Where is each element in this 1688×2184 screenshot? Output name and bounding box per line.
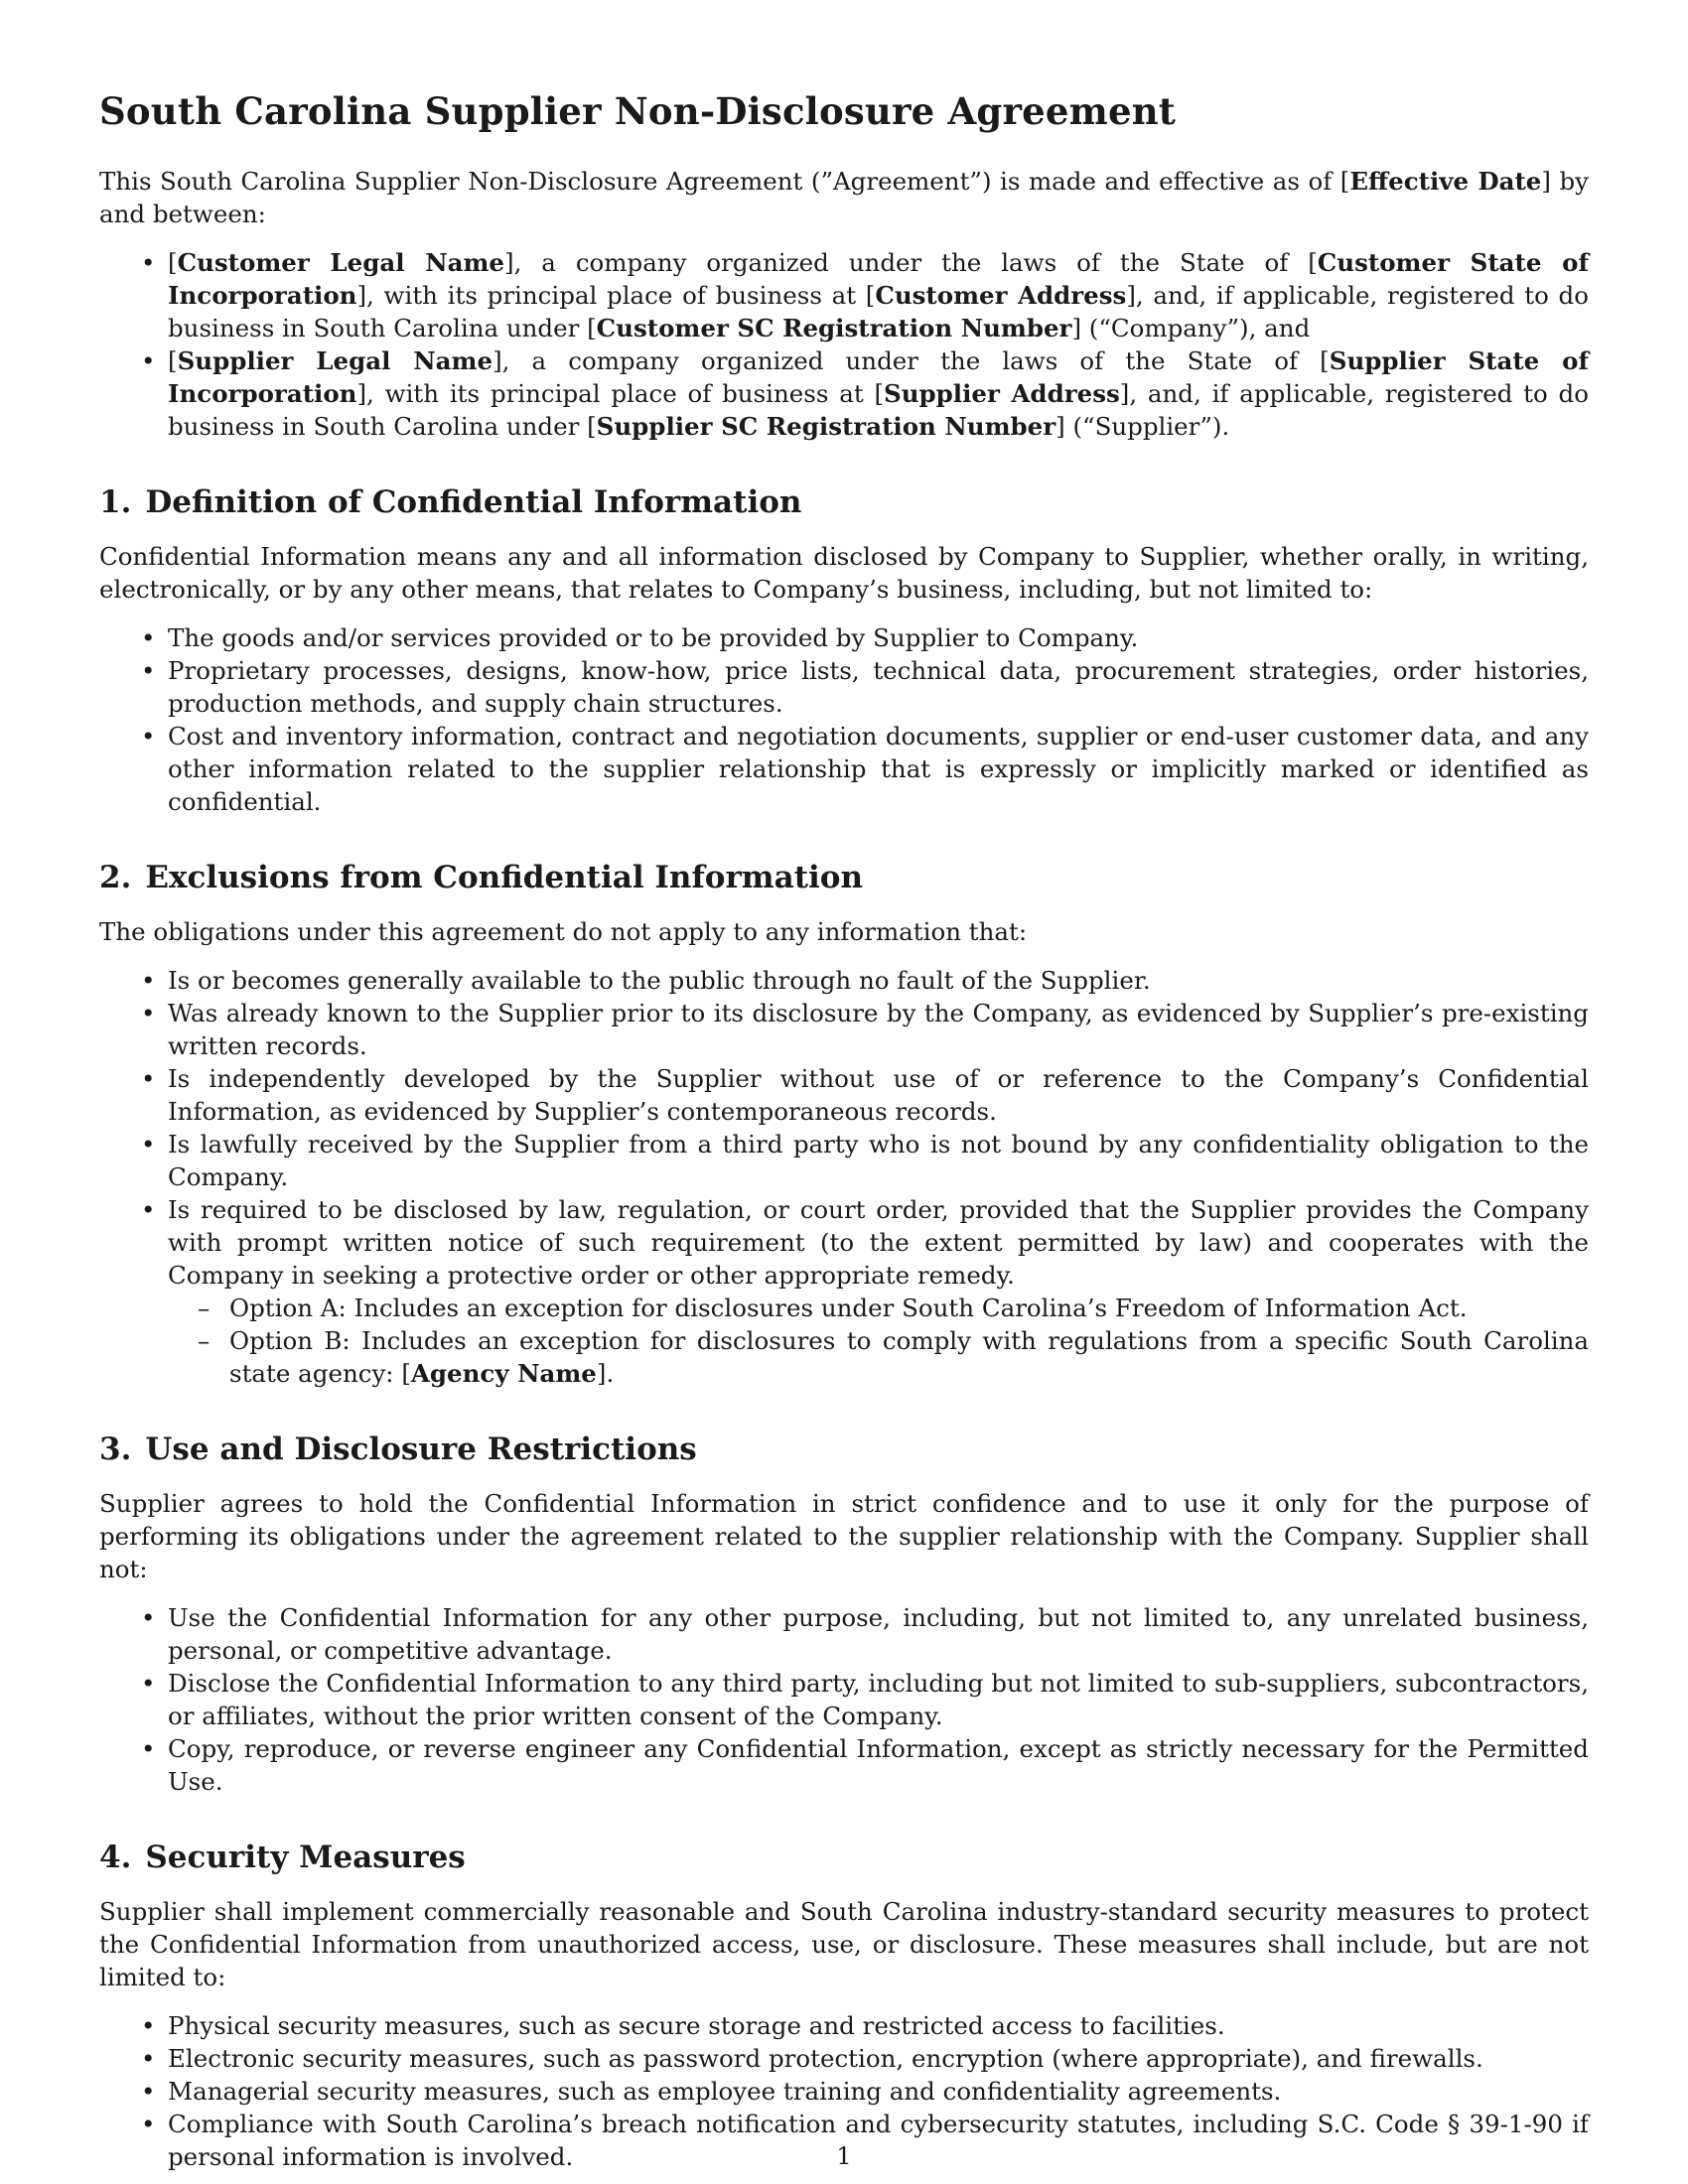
page-number: 1 [836, 2142, 852, 2170]
list-item: • Compliance with South Carolina’s breach notification and cybersecurity statutes, including S.C. Code § 39-1-90 if personal information is involved. [99, 2108, 1589, 2173]
party-supplier: • [Supplier Legal Name], a company organized under the laws of the State of [Supplier State of Incorporation], with its principal place of business at [Supplier Address], and, if applicable, registered to do business in South Carolina under [Supplier SC Registration Number] (“Supplier”). [99, 344, 1589, 443]
option-b: – Option B: Includes an exception for disclosures to comply with regulations from a specific South Carolina state agency: [Agency Name]. [168, 1324, 1589, 1390]
party-customer: • [Customer Legal Name], a company organized under the laws of the State of [Customer State of Incorporation], with its principal place of business at [Customer Address], and, if applicable, registered to do business in South Carolina under [Customer SC Registration Number] (“Company”), and [99, 246, 1589, 344]
list-item: • Was already known to the Supplier prior to its disclosure by the Company, as evidenced by Supplier’s pre-existing written records. [99, 997, 1589, 1062]
section-heading: 4. Security Measures [99, 1840, 466, 1875]
list-item: • Is lawfully received by the Supplier from a third party who is not bound by any confidentiality obligation to the Company. [99, 1128, 1589, 1193]
section-heading: 3. Use and Disclosure Restrictions [99, 1432, 697, 1467]
section-heading: 2. Exclusions from Confidential Information [99, 860, 864, 895]
list-item: • Proprietary processes, designs, know-how, price lists, technical data, procurement strategies, order histories, production methods, and supply chain structures. [99, 654, 1589, 720]
list-item: • Copy, reproduce, or reverse engineer any Confidential Information, except as strictly necessary for the Permitted Use. [99, 1732, 1589, 1798]
document-title: South Carolina Supplier Non-Disclosure Agreement [99, 89, 1177, 133]
section-list [99, 621, 1589, 818]
document-page [99, 89, 1589, 2173]
option-list [168, 1292, 1589, 1390]
intro-paragraph: This South Carolina Supplier Non-Disclosure Agreement (”Agreement”) is made and effective as of [Effective Date] by and between: [99, 167, 1589, 228]
list-item: • The goods and/or services provided or to be provided by Supplier to Company. [99, 621, 1589, 654]
list-item: • Is required to be disclosed by law, regulation, or court order, provided that the Supplier provides the Company with prompt written notice of such requirement (to the extent permitted by law) and cooperates with the Company in seeking a protective order or other appropriate remedy. – Option A: Includes an exception for disclosures under South Carolina’s Freedom of Information Act. – Option B: Includes an exception for disclosures to comply with regulations from a specific South Carolina state agency: [Agency Name]. [99, 1193, 1589, 1390]
agency-name-placeholder: Agency Name [410, 1359, 597, 1388]
section-body: Supplier agrees to hold the Confidential Information in strict confidence and to use it only for the purpose of performing its obligations under the agreement related to the supplier relationship with the Company. Supplier shall not: [99, 1489, 1589, 1583]
section-body: The obligations under this agreement do not apply to any information that: [99, 917, 1028, 946]
list-item: • Cost and inventory information, contract and negotiation documents, supplier or end-user customer data, and any other information related to the supplier relationship that is expressly or implicitly marked or identified as confidential. [99, 720, 1589, 818]
section-list [99, 1601, 1589, 1798]
section-body: Supplier shall implement commercially reasonable and South Carolina industry-standard security measures to protect the Confidential Information from unauthorized access, use, or disclosure. These measures shall include, but are not limited to: [99, 1897, 1589, 1991]
section-body: Confidential Information means any and all information disclosed by Company to Supplier, whether orally, in writing, electronically, or by any other means, that relates to Company’s business, including, but not limited to: [99, 542, 1589, 604]
list-item: • Use the Confidential Information for any other purpose, including, but not limited to, any unrelated business, personal, or competitive advantage. [99, 1601, 1589, 1667]
section-list [99, 964, 1589, 1390]
list-item: • Managerial security measures, such as employee training and confidentiality agreements. [99, 2075, 1589, 2108]
section-heading: 1. Definition of Confidential Information [99, 484, 802, 520]
list-item: • Is or becomes generally available to the public through no fault of the Supplier. [99, 964, 1589, 997]
list-item: • Electronic security measures, such as password protection, encryption (where appropriate), and firewalls. [99, 2042, 1589, 2075]
effective-date-placeholder: Effective Date [1349, 167, 1542, 196]
option-a: – Option A: Includes an exception for disclosures under South Carolina’s Freedom of Information Act. [168, 1292, 1589, 1324]
parties-list [99, 246, 1589, 443]
list-item: • Is independently developed by the Supplier without use of or reference to the Company’s Confidential Information, as evidenced by Supplier’s contemporaneous records. [99, 1062, 1589, 1128]
list-item: • Physical security measures, such as secure storage and restricted access to facilities. [99, 2009, 1589, 2042]
list-item: • Disclose the Confidential Information to any third party, including but not limited to sub-suppliers, subcontractors, or affiliates, without the prior written consent of the Company. [99, 1667, 1589, 1732]
